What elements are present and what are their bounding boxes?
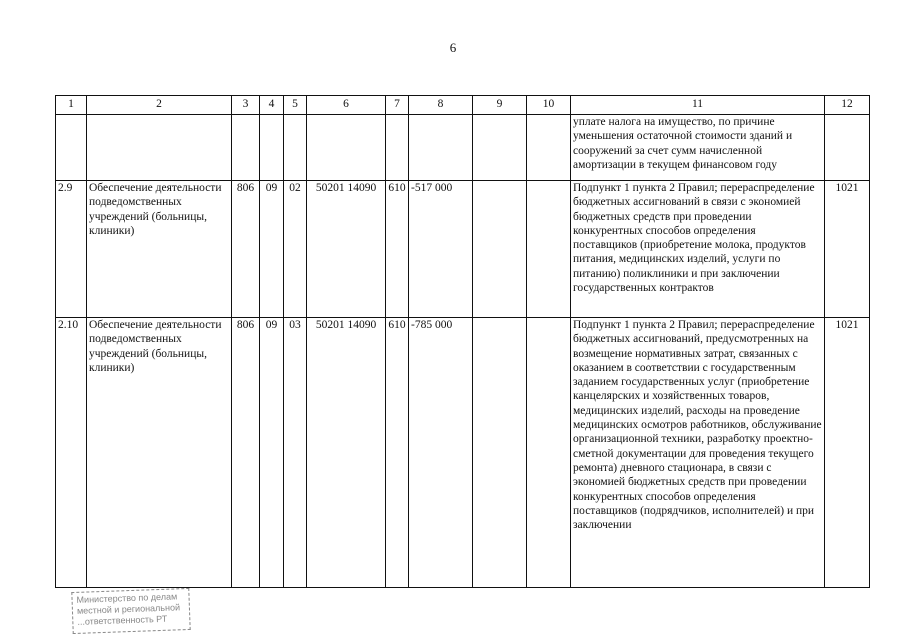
amount-cell: [473, 115, 527, 181]
code-cell: [825, 115, 870, 181]
expense-name: [87, 115, 232, 181]
table-header-row: [56, 96, 870, 115]
code-cell: 610: [386, 181, 409, 318]
code-cell: [386, 115, 409, 181]
row-number: 2.9: [56, 181, 87, 318]
row-number: [56, 115, 87, 181]
expense-name: Обеспечение деятельности подведомственных учреждений (больницы, клиники): [87, 318, 232, 588]
justification-cell: уплате налога на имущество, по причине уменьшения остаточной стоимости зданий и сооружений за счет сумм начисленной амортизации в текущем финансовом году: [571, 115, 825, 181]
code-cell: [307, 115, 386, 181]
amount-cell: [473, 318, 527, 588]
header-cell: 5: [284, 96, 307, 115]
code-cell: 50201 14090: [307, 181, 386, 318]
row-number: 2.10: [56, 318, 87, 588]
ministry-stamp: [71, 588, 190, 634]
budget-table: [55, 95, 870, 588]
code-cell: 610: [386, 318, 409, 588]
code-cell: 50201 14090: [307, 318, 386, 588]
header-cell: 7: [386, 96, 409, 115]
code-cell: 03: [284, 318, 307, 588]
stamp-line: Министерство по делам: [76, 591, 178, 605]
code-cell: [260, 115, 284, 181]
code-cell: 09: [260, 318, 284, 588]
header-cell: 2: [87, 96, 232, 115]
amount-cell: [527, 318, 571, 588]
justification-cell: Подпункт 1 пункта 2 Правил; перераспределение бюджетных ассигнований в связи с экономией бюджетных средств при проведении конкурентных способов определения поставщиков (приобретение молока, продуктов питания, медицинских изделий, услуги по питанию) поликлиники и при заключении государственных контрактов: [571, 181, 825, 318]
table-row: [56, 318, 870, 588]
code-cell: [232, 115, 260, 181]
amount-cell: -785 000: [409, 318, 473, 588]
header-cell: 3: [232, 96, 260, 115]
table-row: [56, 115, 870, 181]
page-number: 6: [449, 40, 457, 55]
code-cell: 806: [232, 318, 260, 588]
stamp-line: ...ответственность РТ: [77, 613, 168, 627]
amount-cell: [409, 115, 473, 181]
header-cell: 11: [571, 96, 825, 115]
header-cell: 1: [56, 96, 87, 115]
header-cell: 6: [307, 96, 386, 115]
header-cell: 4: [260, 96, 284, 115]
table-row: [56, 181, 870, 318]
stamp-line: местной и региональной: [76, 602, 181, 616]
justification-cell: Подпункт 1 пункта 2 Правил; перераспределение бюджетных ассигнований, предусмотренных на возмещение нормативных затрат, связанных с оказанием в соответствии с государственным заданием государственных услуг (приобретение канцелярских и хозяйственных товаров, медицинских изделий, расходы на проведение медицинских осмотров работников, обслуживание организационной техники, разработку проектно-сметной документации для проведения текущего ремонта) дневного стационара, в связи с экономией бюджетных средств при проведении конкурентных способов определения поставщиков (подрядчиков, исполнителей) и при заключении: [571, 318, 825, 588]
code-cell: [284, 115, 307, 181]
code-cell: 1021: [825, 181, 870, 318]
header-cell: 8: [409, 96, 473, 115]
header-cell: 9: [473, 96, 527, 115]
header-cell: 12: [825, 96, 870, 115]
amount-cell: -517 000: [409, 181, 473, 318]
amount-cell: [527, 115, 571, 181]
code-cell: 02: [284, 181, 307, 318]
code-cell: 09: [260, 181, 284, 318]
expense-name: Обеспечение деятельности подведомственных учреждений (больницы, клиники): [87, 181, 232, 318]
amount-cell: [473, 181, 527, 318]
code-cell: 1021: [825, 318, 870, 588]
header-cell: 10: [527, 96, 571, 115]
amount-cell: [527, 181, 571, 318]
code-cell: 806: [232, 181, 260, 318]
